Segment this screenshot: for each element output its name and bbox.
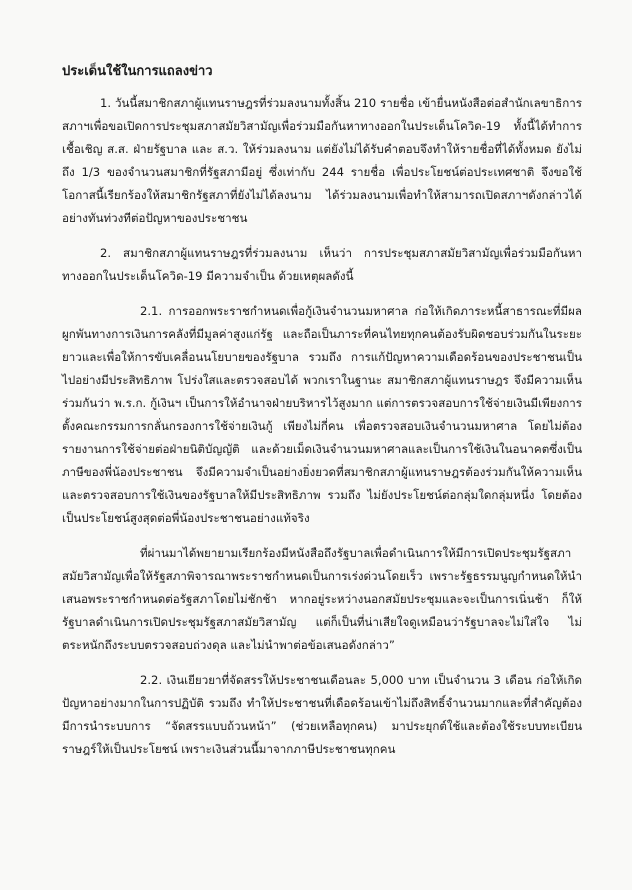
document-heading: ประเด็นใช้ในการแถลงข่าว [62, 64, 213, 79]
paragraph-2-1-continued: ที่ผ่านมาได้พยายามเรียกร้องมีหนังสือถึงรัฐบาลเพื่อดำเนินการให้มีการเปิดประชุมรัฐสภาสมัยวิสามัญเพื่อให้รัฐสภาพิจารณาพระราชกำหนดเป็นการเร่งด่วนโดยเร็ว เพราะรัฐธรรมนูญกำหนดให้นำเสนอพระราชกำหนดต่อรัฐสภาโดยไม่ชักช้า หากอยู่ระหว่างนอกสมัยประชุมและจะเป็นการเนิ่นช้า ก็ให้รัฐบาลดำเนินการเปิดประชุมรัฐสภาสมัยวิสามัญ แต่ก็เป็นที่น่าเสียใจดูเหมือนว่ารัฐบาลจะไม่ใส่ใจ ไม่ตระหนักถึงระบบตรวจสอบถ่วงดุล และไม่นำพาต่อข้อเสนอดังกล่าว” [62, 546, 582, 652]
paragraph-1: 1. วันนี้สมาชิกสภาผู้แทนราษฎรที่ร่วมลงนามทั้งสิ้น 210 รายชื่อ เข้ายื่นหนังสือต่อสำนักเลขาธิการสภาฯเพื่อขอเปิดการประชุมสภาสมัยวิสามัญเพื่อร่วมมือกันหาทางออกในประเด็นโควิด-19 ทั้งนี้ได้ทำการเชื้อเชิญ ส.ส. ฝ่ายรัฐบาล และ ส.ว. ให้ร่วมลงนาม แต่ยังไม่ได้รับคำตอบจึงทำให้รายชื่อที่ได้ทั้งหมด ยังไม่ถึง 1/3 ของจำนวนสมาชิกที่รัฐสภามีอยู่ ซึ่งเท่ากับ 244 รายชื่อ เพื่อประโยชน์ต่อประเทศชาติ จึงขอใช้โอกาสนี้เรียกร้องให้สมาชิกรัฐสภาที่ยังไม่ได้ลงนาม ได้ร่วมลงนามเพื่อทำให้สามารถเปิดสภาฯดังกล่าวได้อย่างทันท่วงทีต่อปัญหาของประชาชน [62, 96, 582, 225]
paragraph-2-2: 2.2. เงินเยียวยาที่จัดสรรให้ประชาชนเดือนละ 5,000 บาท เป็นจำนวน 3 เดือน ก่อให้เกิดปัญหาอย่างมากในการปฏิบัติ รวมถึง ทำให้ประชาชนที่เดือดร้อนเข้าไม่ถึงสิทธิ์จำนวนมากและที่สำคัญต้องมีการนำระบบการ “จัดสรรแบบถ้วนหน้า” (ช่วยเหลือทุกคน) มาประยุกต์ใช้และต้องใช้ระบบทะเบียนราษฎร์ให้เป็นประโยชน์ เพราะเงินส่วนนี้มาจากภาษีประชาชนทุกคน [62, 673, 582, 756]
paragraph-2-1: 2.1. การออกพระราชกำหนดเพื่อกู้เงินจำนวนมหาศาล ก่อให้เกิดภาระหนี้สาธารณะที่มีผลผูกพันทางการเงินการคลังที่มีมูลค่าสูงแก่รัฐ และถือเป็นภาระที่คนไทยทุกคนต้องรับผิดชอบร่วมกันในระยะยาวและเพื่อให้การขับเคลื่อนนโยบายของรัฐบาล รวมถึง การแก้ปัญหาความเดือดร้อนของประชาชนเป็นไปอย่างมีประสิทธิภาพ โปร่งใสและตรวจสอบได้ พวกเราในฐานะ สมาชิกสภาผู้แทนราษฎร จึงมีความเห็นร่วมกันว่า พ.ร.ก. กู้เงินฯ เป็นการให้อำนาจฝ่ายบริหารไว้สูงมาก แต่การตรวจสอบการใช้จ่ายเงินมีเพียงการตั้งคณะกรรมการกลั่นกรองการใช้จ่ายเงินกู้ เพียงไม่กี่คน เพื่อตรวจสอบเงินจำนวนมหาศาล โดยไม่ต้องรายงานการใช้จ่ายต่อฝ่ายนิติบัญญัติ และด้วยเม็ดเงินจำนวนมหาศาลและเป็นการใช้เงินในอนาคตซึ่งเป็นภาษีของพี่น้องประชาชน จึงมีความจำเป็นอย่างยิ่งยวดที่สมาชิกสภาผู้แทนราษฎรต้องร่วมกันให้ความเห็นและตรวจสอบการใช้เงินของรัฐบาลให้มีประสิทธิภาพ รวมถึง ไม่ยังประโยชน์ต่อกลุ่มใดกลุ่มหนึ่ง โดยต้องเป็นประโยชน์สูงสุดต่อพี่น้องประชาชนอย่างแท้จริง [62, 304, 582, 525]
paragraph-2: 2. สมาชิกสภาผู้แทนราษฎรที่ร่วมลงนาม เห็นว่า การประชุมสภาสมัยวิสามัญเพื่อร่วมมือกันหาทางออกในประเด็นโควิด-19 มีความจำเป็น ด้วยเหตุผลดังนี้ [62, 246, 582, 283]
